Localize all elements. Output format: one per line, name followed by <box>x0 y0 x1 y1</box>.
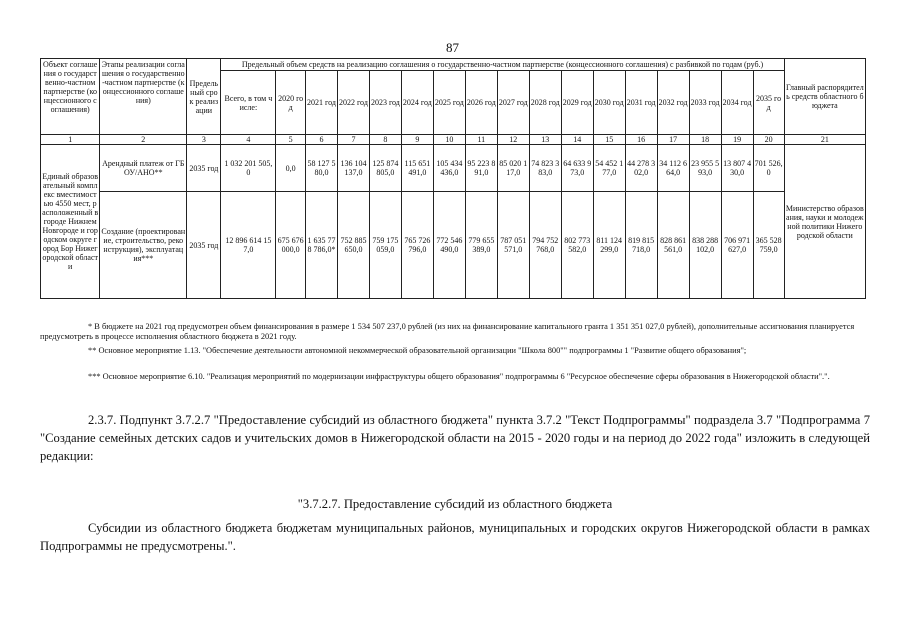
column-number: 10 <box>433 135 465 145</box>
header-year: 2025 год <box>433 71 465 135</box>
year-value-cell: 125 874 805,0 <box>369 145 401 192</box>
column-number: 14 <box>561 135 593 145</box>
deadline-cell: 2035 год <box>187 145 221 192</box>
year-value-cell: 759 175 059,0 <box>369 192 401 299</box>
column-number: 8 <box>369 135 401 145</box>
header-year: 2026 год <box>465 71 497 135</box>
year-value-cell: 74 823 383,0 <box>529 145 561 192</box>
column-number: 11 <box>465 135 497 145</box>
year-value-cell: 105 434 436,0 <box>433 145 465 192</box>
header-year: 2027 год <box>497 71 529 135</box>
column-number: 12 <box>497 135 529 145</box>
header-year: 2024 год <box>401 71 433 135</box>
column-number: 1 <box>41 135 100 145</box>
year-value-cell: 54 452 177,0 <box>593 145 625 192</box>
year-value-cell: 1 635 778 786,0* <box>305 192 337 299</box>
year-value-cell: 828 861 561,0 <box>657 192 689 299</box>
year-value-cell: 765 726 796,0 <box>401 192 433 299</box>
column-numbers-row <box>41 135 866 145</box>
column-number: 20 <box>753 135 784 145</box>
header-year: 2021 год <box>305 71 337 135</box>
header-year: 2032 год <box>657 71 689 135</box>
deadline-cell: 2035 год <box>187 192 221 299</box>
year-value-cell: 838 288 102,0 <box>689 192 721 299</box>
column-number: 2 <box>100 135 187 145</box>
year-value-cell: 802 773 582,0 <box>561 192 593 299</box>
year-value-cell: 34 112 664,0 <box>657 145 689 192</box>
column-number: 16 <box>625 135 657 145</box>
year-value-cell: 811 124 299,0 <box>593 192 625 299</box>
year-value-cell: 0,0 <box>276 145 306 192</box>
table-row <box>41 145 866 192</box>
header-year: 2031 год <box>625 71 657 135</box>
year-value-cell: 779 655 389,0 <box>465 192 497 299</box>
column-number: 6 <box>305 135 337 145</box>
manager-cell: Министерство образования, науки и молодежной политики Нижегородской области <box>784 145 865 299</box>
stage-cell: Создание (проектирование, строительство, реконструкция), эксплуатация*** <box>100 192 187 299</box>
header-year: 2034 год <box>721 71 753 135</box>
year-value-cell: 115 651 491,0 <box>401 145 433 192</box>
column-number: 9 <box>401 135 433 145</box>
header-object: Объект соглашения о государственно-частном партнерстве (концессионного соглашения) <box>41 59 100 135</box>
column-number: 18 <box>689 135 721 145</box>
total-cell: 12 896 614 157,0 <box>221 192 276 299</box>
year-value-cell: 58 127 580,0 <box>305 145 337 192</box>
header-stages: Этапы реализации соглашения о государственно-частном партнерстве (концессионного соглашения) <box>100 59 187 135</box>
column-number: 7 <box>337 135 369 145</box>
year-value-cell: 136 104 137,0 <box>337 145 369 192</box>
header-year: 2023 год <box>369 71 401 135</box>
header-year: 2029 год <box>561 71 593 135</box>
header-year: 2035 год <box>753 71 784 135</box>
column-number: 4 <box>221 135 276 145</box>
column-number: 21 <box>784 135 865 145</box>
header-year: 2022 год <box>337 71 369 135</box>
body-paragraph-1: 2.3.7. Подпункт 3.7.2.7 "Предоставление субсидий из областного бюджета" пункта 3.7.2 "Текст Подпрограммы" подраздела 3.7 "Подпрограмма 7 "Создание семейных детских садов и учительских домов в Нижегородской области на 2015 - 2020 годы и на период до 2022 года" изложить в следующей редакции: <box>40 413 870 463</box>
header-manager: Главный распорядитель средств областного бюджета <box>784 59 865 135</box>
year-value-cell: 794 752 768,0 <box>529 192 561 299</box>
year-value-cell: 44 278 302,0 <box>625 145 657 192</box>
object-cell: Единый образовательный комплекс вместимостью 4550 мест, расположенный в городе Нижнем Новгороде и городском округе город Бор Нижегородской области <box>41 145 100 299</box>
column-number: 3 <box>187 135 221 145</box>
header-year: 2030 год <box>593 71 625 135</box>
header-total: Всего, в том числе: <box>221 71 276 135</box>
column-number: 13 <box>529 135 561 145</box>
year-value-cell: 64 633 973,0 <box>561 145 593 192</box>
body-paragraph-2: Субсидии из областного бюджета бюджетам муниципальных районов, муниципальных и городских округов Нижегородской области в рамках Подпрограммы не предусмотрены.". <box>40 521 870 553</box>
column-number: 15 <box>593 135 625 145</box>
year-value-cell: 23 955 593,0 <box>689 145 721 192</box>
year-value-cell: 819 815 718,0 <box>625 192 657 299</box>
column-number: 19 <box>721 135 753 145</box>
year-value-cell: 13 807 430,0 <box>721 145 753 192</box>
year-value-cell: 787 051 571,0 <box>497 192 529 299</box>
year-value-cell: 706 971 627,0 <box>721 192 753 299</box>
year-value-cell: 701 526,0 <box>753 145 784 192</box>
header-year: 2028 год <box>529 71 561 135</box>
header-year: 2020 год <box>276 71 306 135</box>
year-value-cell: 772 546 490,0 <box>433 192 465 299</box>
footnote-3: *** Основное мероприятие 6.10. "Реализация мероприятий по модернизации инфраструктуры общего образования" подпрограммы 6 "Ресурсное обеспечение сферы образования в Нижегородской области".". <box>88 372 830 381</box>
footnote-1: * В бюджете на 2021 год предусмотрен объем финансирования в размере 1 534 507 237,0 рублей (из них на финансирование капитального гранта 1 351 351 027,0 рублей), дополнительные ассигнования планируется предусмотреть в процессе исполнения областного бюджета в 2021 году. <box>40 322 855 341</box>
total-cell: 1 032 201 505,0 <box>221 145 276 192</box>
table-row <box>41 192 866 299</box>
stage-cell: Арендный платеж от ГБОУ/АНО** <box>100 145 187 192</box>
column-number: 5 <box>276 135 306 145</box>
header-deadline: Предельный срок реализации <box>187 59 221 135</box>
year-value-cell: 752 885 650,0 <box>337 192 369 299</box>
year-value-cell: 85 020 117,0 <box>497 145 529 192</box>
year-value-cell: 675 676 000,0 <box>276 192 306 299</box>
year-value-cell: 365 528 759,0 <box>753 192 784 299</box>
financing-table <box>40 58 866 299</box>
section-heading: "3.7.2.7. Предоставление субсидий из областного бюджета <box>297 497 613 511</box>
column-number: 17 <box>657 135 689 145</box>
page-number: 87 <box>446 40 459 55</box>
footnote-2: ** Основное мероприятие 1.13. "Обеспечение деятельности автономной некоммерческой образовательной организации "Школа 800"" подпрограммы 1 "Развитие общего образования"; <box>88 346 747 355</box>
header-year: 2033 год <box>689 71 721 135</box>
header-volume: Предельный объем средств на реализацию соглашения о государственно-частном партнерстве (концессионного соглашения) с разбивкой по годам (руб.) <box>221 59 784 71</box>
year-value-cell: 95 223 891,0 <box>465 145 497 192</box>
